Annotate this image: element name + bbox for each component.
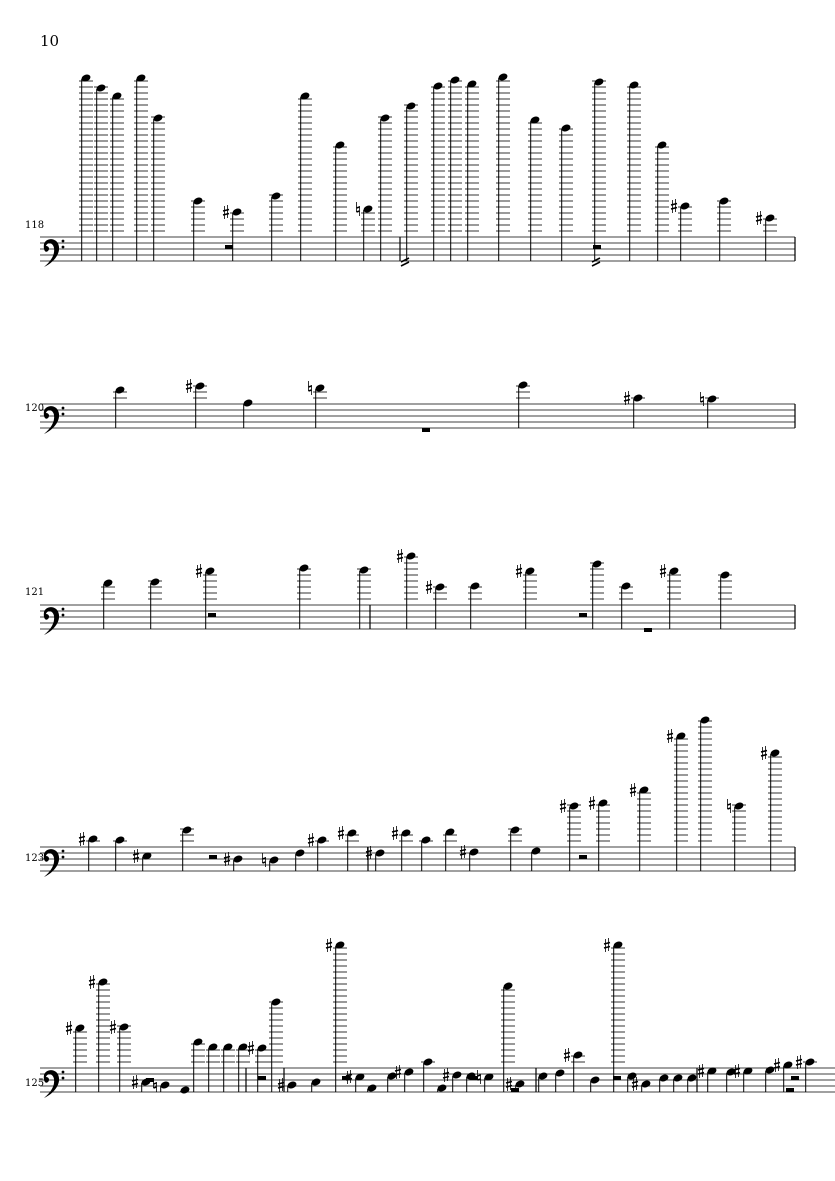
note — [465, 79, 479, 261]
sharp-icon — [66, 1021, 72, 1035]
measure-number: 121 — [25, 587, 45, 598]
note — [460, 845, 480, 871]
note — [448, 75, 462, 261]
measure-number: 118 — [25, 220, 45, 231]
note — [309, 381, 328, 428]
rest-icon — [613, 1076, 621, 1080]
sharp-icon — [338, 826, 344, 840]
note — [717, 196, 731, 261]
note — [392, 826, 413, 871]
sharp-icon — [186, 379, 192, 393]
sharp-icon — [624, 391, 630, 405]
sharp-icon — [392, 826, 398, 840]
tremolo-mark — [401, 258, 409, 266]
note — [186, 379, 207, 428]
note — [191, 196, 205, 261]
rest-icon — [579, 613, 587, 617]
note — [672, 1073, 683, 1092]
sharp-icon — [133, 849, 139, 863]
sharp-icon — [604, 938, 610, 952]
note — [589, 796, 610, 871]
note — [206, 1042, 220, 1092]
rest-icon — [258, 1076, 266, 1080]
sharp-icon — [326, 938, 332, 952]
note — [151, 113, 165, 261]
staff-system — [25, 549, 795, 635]
note — [501, 981, 515, 1092]
note — [89, 975, 110, 1092]
note — [395, 1065, 415, 1092]
staff-system — [25, 379, 795, 434]
note — [660, 564, 681, 629]
note — [443, 827, 457, 871]
note — [110, 91, 124, 261]
sharp-icon — [516, 564, 522, 578]
note — [431, 81, 445, 261]
note — [496, 72, 510, 261]
note — [191, 1037, 205, 1092]
rest-icon — [209, 855, 217, 859]
note — [756, 211, 777, 261]
note — [378, 113, 392, 261]
note — [269, 191, 283, 261]
note — [224, 852, 244, 871]
note — [478, 1070, 495, 1092]
note — [624, 391, 645, 428]
rest-icon — [579, 855, 587, 859]
note — [134, 73, 148, 261]
note — [698, 715, 712, 871]
note — [796, 1055, 817, 1092]
note — [658, 1073, 669, 1092]
note — [180, 825, 194, 871]
note — [223, 205, 244, 261]
staff-lines — [40, 847, 795, 871]
staff-system — [25, 715, 795, 877]
sharp-icon — [426, 580, 432, 594]
note — [113, 385, 127, 428]
note — [269, 997, 283, 1092]
note — [248, 1041, 269, 1092]
sharp-icon — [110, 1020, 116, 1034]
note — [357, 565, 371, 629]
note — [421, 1057, 435, 1092]
rest-icon — [146, 1078, 154, 1082]
rest-icon — [786, 1088, 794, 1092]
sharp-icon — [756, 211, 762, 225]
staff-lines — [40, 404, 795, 428]
natural-icon — [309, 381, 312, 395]
measure-number: 120 — [25, 403, 45, 414]
sharp-icon — [79, 832, 85, 846]
note — [196, 564, 217, 629]
note — [686, 1073, 697, 1092]
rest-icon — [208, 613, 216, 617]
rest-icon — [511, 1088, 519, 1092]
tremolo-mark — [592, 258, 600, 266]
note — [564, 1048, 585, 1092]
note — [101, 578, 115, 629]
rest-icon — [225, 245, 233, 249]
sharp-icon — [196, 564, 202, 578]
note — [718, 570, 732, 629]
natural-icon — [728, 799, 731, 813]
note — [326, 938, 347, 1092]
sharp-icon — [796, 1055, 802, 1069]
staff-systems — [25, 72, 835, 1098]
note — [627, 80, 641, 261]
staff-lines — [40, 605, 795, 629]
note — [297, 563, 311, 629]
note — [298, 91, 312, 261]
note — [604, 938, 625, 1092]
sharp-icon — [660, 564, 666, 578]
note — [357, 202, 376, 261]
note — [590, 559, 604, 629]
note — [764, 1065, 775, 1092]
sharp-icon — [223, 205, 229, 219]
note — [508, 825, 522, 871]
sharp-icon — [667, 729, 673, 743]
note — [589, 1075, 600, 1092]
note — [630, 783, 651, 871]
note — [559, 123, 573, 261]
staff-system — [25, 72, 795, 267]
note — [366, 1083, 377, 1093]
sharp-icon — [397, 549, 403, 563]
note — [728, 799, 747, 871]
note — [436, 1083, 447, 1093]
measure-number: 123 — [25, 853, 45, 864]
sharp-icon — [308, 833, 314, 847]
note — [516, 564, 537, 629]
natural-icon — [357, 202, 360, 216]
sharp-icon — [761, 746, 767, 760]
note — [133, 849, 153, 871]
note — [774, 1058, 794, 1092]
sharp-icon — [774, 1058, 780, 1072]
sharp-icon — [698, 1064, 704, 1078]
note — [294, 848, 305, 871]
sharp-icon — [89, 975, 95, 989]
note — [310, 1077, 321, 1092]
note — [632, 1077, 652, 1092]
note — [66, 1021, 87, 1092]
sharp-icon — [671, 199, 677, 213]
rest-icon — [791, 1076, 799, 1080]
note — [426, 580, 447, 629]
sharp-icon — [564, 1048, 570, 1062]
note — [79, 73, 93, 261]
measure-number: 125 — [25, 1078, 45, 1089]
note — [592, 77, 606, 261]
page-number: 10 — [40, 32, 60, 50]
note — [346, 1070, 366, 1092]
note — [671, 199, 692, 261]
sharp-icon — [248, 1041, 254, 1055]
rest-icon — [470, 1076, 478, 1080]
sharp-icon — [630, 783, 636, 797]
rest-icon — [342, 1076, 350, 1080]
note — [132, 1075, 152, 1092]
note — [667, 729, 688, 871]
note — [338, 826, 359, 871]
sharp-icon — [560, 799, 566, 813]
note — [110, 1020, 131, 1092]
note — [221, 1042, 235, 1092]
rest-icon — [593, 245, 601, 249]
rest-icon — [644, 628, 652, 632]
rest-icon — [422, 428, 430, 432]
staff-system — [25, 938, 835, 1098]
note — [179, 1085, 190, 1095]
note — [560, 799, 581, 871]
note — [94, 83, 108, 261]
note — [236, 1042, 250, 1092]
sharp-icon — [589, 796, 595, 810]
sharp-icon — [132, 1075, 138, 1089]
note — [366, 846, 386, 871]
note — [528, 115, 542, 261]
note — [148, 577, 162, 629]
note — [761, 746, 782, 871]
note — [242, 398, 253, 428]
note — [263, 853, 280, 871]
